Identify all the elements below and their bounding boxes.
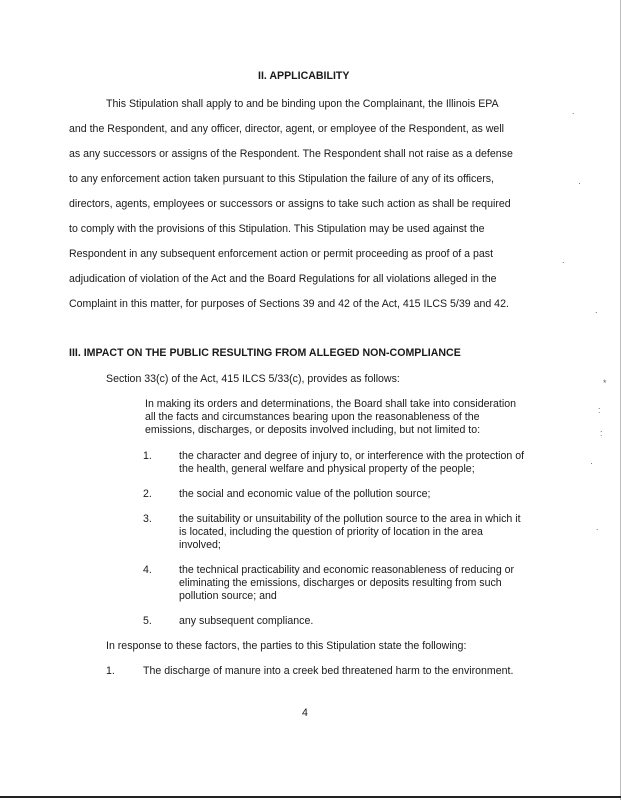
section-2-line-4: to any enforcement action taken pursuant to this Stipulation the failure of any of its officers, [69, 173, 494, 185]
section-3-intro: Section 33(c) of the Act, 415 ILCS 5/33(c), provides as follows: [106, 373, 400, 385]
scan-speck: . [572, 106, 575, 116]
item-5-line-1: any subsequent compliance. [179, 615, 314, 627]
item-4-line-3: pollution source; and [179, 590, 277, 602]
section-2-heading: II. APPLICABILITY [258, 70, 350, 82]
scan-speck: · [590, 458, 593, 468]
item-2-line-1: the social and economic value of the pollution source; [179, 488, 431, 500]
scan-speck: . [595, 305, 598, 315]
item-number: 3. [143, 513, 152, 525]
item-number: 4. [143, 564, 152, 576]
item-1-line-1: the character and degree of injury to, or interference with the protection of [179, 450, 525, 462]
scan-speck: . [596, 522, 599, 532]
item-number: 2. [143, 488, 152, 500]
item-1-line-2: the health, general welfare and physical property of the people; [179, 463, 475, 475]
quote-line-1: In making its orders and determinations, the Board shall take into consideration [145, 398, 516, 410]
scan-speck: * [603, 378, 607, 388]
section-2-line-3: as any successors or assigns of the Respondent. The Respondent shall not raise as a defense [69, 148, 513, 160]
item-3-line-1: the suitability or unsuitability of the pollution source to the area in which it [179, 513, 521, 525]
finding-number: 1. [106, 665, 115, 677]
page-number: 4 [302, 707, 308, 719]
section-2-line-8: adjudication of violation of the Act and the Board Regulations for all violations alleged in the [69, 273, 497, 285]
scan-speck: . [562, 255, 565, 265]
section-2-line-1: This Stipulation shall apply to and be binding upon the Complainant, the Illinois EPA [106, 98, 499, 110]
item-4-line-2: eliminating the emissions, discharges or deposits resulting from such [179, 577, 502, 589]
section-2-line-2: and the Respondent, and any officer, director, agent, or employee of the Respondent, as well [69, 123, 505, 135]
quote-line-3: emissions, discharges, or deposits involved including, but not limited to: [145, 424, 481, 436]
quote-line-2: all the facts and circumstances bearing upon the reasonableness of the [145, 411, 480, 423]
scan-speck: : [598, 405, 601, 415]
section-2-line-6: to comply with the provisions of this Stipulation. This Stipulation may be used against the [69, 223, 485, 235]
item-number: 1. [143, 450, 152, 462]
section-2-line-9: Complaint in this matter, for purposes of Sections 39 and 42 of the Act, 415 ILCS 5/39 and 42. [69, 298, 509, 310]
item-number: 5. [143, 615, 152, 627]
section-2-line-7: Respondent in any subsequent enforcement action or permit proceeding as proof of a past [69, 248, 494, 260]
section-3-heading: III. IMPACT ON THE PUBLIC RESULTING FROM ALLEGED NON-COMPLIANCE [69, 347, 461, 359]
item-3-line-3: involved; [179, 539, 221, 551]
finding-text: The discharge of manure into a creek bed threatened harm to the environment. [143, 665, 514, 677]
section-2-line-5: directors, agents, employees or successors or assigns to take such action as shall be required [69, 198, 511, 210]
response-intro: In response to these factors, the parties to this Stipulation state the following: [106, 640, 467, 652]
scan-bottom-rule [0, 796, 621, 798]
scan-speck: : [600, 428, 603, 438]
item-4-line-1: the technical practicability and economic reasonableness of reducing or [179, 564, 515, 576]
scan-speck: · [578, 178, 581, 188]
item-3-line-2: is located, including the question of priority of location in the area [179, 526, 483, 538]
